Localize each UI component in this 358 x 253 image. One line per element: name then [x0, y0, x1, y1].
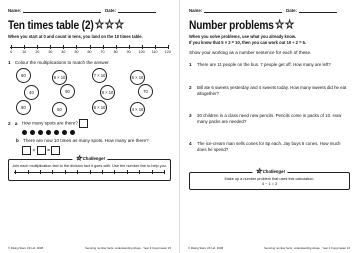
number-line-label: 100 — [138, 50, 145, 55]
answer-circle[interactable]: 70 — [138, 84, 153, 99]
number-line-label: 60 — [87, 50, 92, 55]
question-list — [189, 62, 350, 162]
footer: © Rising Stars UK Ltd. 2008 Securing number facts, understanding shape · Year 2 Copymaster 15 — [8, 246, 171, 250]
number-line-tick — [28, 170, 29, 174]
answer-circle[interactable]: 5 × 10 — [130, 70, 145, 85]
number-line-label: 80 — [113, 50, 118, 55]
name-date-header — [8, 6, 171, 14]
star-icon: ★ — [75, 155, 82, 162]
number-line-tick — [63, 45, 64, 49]
answer-box[interactable] — [79, 119, 88, 128]
challenge-calculation: 4 − 1 = 3 — [262, 181, 277, 186]
answer-circle[interactable]: 80 — [16, 100, 31, 115]
name-label: Name: — [189, 7, 203, 13]
answer-circle[interactable]: 40 — [24, 85, 39, 100]
spot — [38, 130, 43, 135]
intro-text-2: If you know that 5 × 2 = 10, then you can work out 10 ÷ 2 = 5. — [189, 40, 307, 46]
name-date-header — [189, 6, 350, 14]
star-icon: ★ — [105, 18, 114, 31]
name-line — [23, 8, 101, 13]
worksheet-right — [179, 0, 358, 253]
question-text: There are 11 people on the bus. 7 people get off. How many are left? — [197, 62, 331, 68]
number-line-label: 0 — [10, 50, 13, 55]
number-line-label: 30 — [48, 50, 53, 55]
number-line-tick — [127, 170, 128, 174]
name-line — [204, 8, 282, 13]
intro-text: When you start at 0 and count in tens, you land on the 10 times table. — [8, 34, 143, 39]
number-line-tick — [155, 45, 156, 49]
spot — [30, 130, 35, 135]
date-line — [299, 8, 337, 13]
word-problem — [189, 85, 350, 96]
question-text: Bill ate 6 sweets yesterday and 4 sweets today. How many sweets did he eat altogether? — [197, 85, 347, 96]
question-2a: 2 a How many spots are there? — [8, 119, 171, 128]
number-line-tick — [50, 45, 51, 49]
number-line-tick — [129, 45, 130, 49]
number-line-label: 110 — [151, 50, 158, 55]
word-problem — [189, 113, 350, 124]
number-line-tick — [65, 170, 66, 174]
intro-text-1: When you solve problems, use what you already know. — [189, 34, 296, 39]
question-1: 1 Colour the multiplications to match the answer. — [8, 60, 110, 66]
date-line — [118, 8, 156, 13]
answer-box[interactable] — [22, 146, 31, 155]
working-space[interactable] — [189, 124, 350, 134]
multiplication-sentence: × = — [22, 146, 171, 155]
answer-circle[interactable]: 6 × 10 — [92, 100, 107, 115]
spots-row — [22, 130, 171, 135]
number-line-tick — [11, 45, 12, 49]
question-number: 3 — [189, 113, 192, 118]
number-line-tick — [116, 45, 117, 49]
number-line — [8, 43, 171, 57]
number-line-tick — [152, 170, 153, 174]
page-title: Ten times table (2) ★ ★ ★ — [8, 18, 124, 32]
star-icon: ★ — [255, 169, 262, 175]
challenge-text: Make up a number problem that uses this calculation. — [224, 177, 315, 181]
question-number: 4 — [189, 141, 192, 146]
spot — [62, 130, 67, 135]
number-line-tick — [76, 45, 77, 49]
number-line-tick — [168, 45, 169, 49]
word-problem — [189, 141, 350, 152]
number-line-tick — [52, 170, 53, 174]
working-space[interactable] — [189, 152, 350, 162]
challenge-number-line — [12, 168, 167, 178]
number-line-label: 90 — [126, 50, 131, 55]
spot — [54, 130, 59, 135]
number-line-tick — [103, 45, 104, 49]
answer-circle[interactable]: 8 × 10 — [100, 85, 115, 100]
circles-grid — [8, 66, 171, 116]
number-line-tick — [102, 170, 103, 174]
star-icon: ★ — [95, 18, 104, 31]
name-label: Name: — [8, 7, 22, 13]
working-space[interactable] — [189, 68, 350, 78]
number-line-tick — [139, 170, 140, 174]
answer-circle[interactable]: 4 × 10 — [130, 102, 145, 117]
number-line-tick — [15, 170, 16, 174]
instruction-text: Show your working as a number sentence for each of these. — [189, 49, 312, 55]
answer-circle[interactable]: 60 — [16, 68, 31, 83]
answer-box[interactable] — [51, 146, 60, 155]
number-line-label: 50 — [74, 50, 79, 55]
word-problem — [189, 62, 350, 68]
spot — [22, 130, 27, 135]
star-icon: ★ — [275, 18, 284, 31]
answer-circle[interactable]: 9 × 10 — [52, 70, 67, 85]
star-icon: ★ — [285, 18, 294, 31]
challenge-title: ★ Challenge! — [72, 156, 107, 162]
question-number: 1 — [189, 62, 192, 68]
number-line-label: 10 — [22, 50, 27, 55]
challenge-title: ★ Challenge! — [252, 169, 287, 175]
date-label: Date: — [286, 7, 297, 13]
challenge-box — [189, 169, 350, 190]
question-text: The ice-cream man sells cones for 5p each. Jay buys 6 cones. How much does he spend? — [197, 141, 341, 152]
number-line-tick — [40, 170, 41, 174]
date-label: Date: — [105, 7, 116, 13]
spot — [46, 130, 51, 135]
page-title: Number problems ★ ★ — [189, 18, 294, 32]
challenge-box — [8, 155, 171, 182]
question-2b: b There are now 10 times as many spots. How many are there? — [16, 138, 149, 143]
answer-box[interactable] — [37, 146, 46, 155]
number-line-label: 40 — [61, 50, 66, 55]
star-icon: ★ — [115, 18, 124, 31]
number-line-tick — [24, 45, 25, 49]
number-line-tick — [114, 170, 115, 174]
number-line-tick — [90, 170, 91, 174]
spot — [70, 130, 75, 135]
number-line-tick — [164, 170, 165, 174]
answer-circle[interactable]: 50 — [52, 102, 67, 117]
number-line-tick — [37, 45, 38, 49]
number-line-label: 120 — [164, 50, 171, 55]
number-line-label: 70 — [100, 50, 105, 55]
challenge-text: Join each multiplication fact to the division fact it goes with. Use the number line to help you. — [12, 163, 167, 168]
number-line-tick — [90, 45, 91, 49]
number-line-tick — [142, 45, 143, 49]
footer: © Rising Stars UK Ltd. 2008 Securing number facts, understanding shape · Year 2 Copymaster 16 — [188, 246, 350, 250]
answer-circle[interactable]: 90 — [60, 84, 75, 99]
question-number: 2 — [189, 85, 192, 90]
question-text: 30 children in a class need new pencils. Pencils come in packs of 10. How many packs are needed? — [197, 113, 342, 124]
number-line-label: 20 — [35, 50, 40, 55]
number-line-tick — [77, 170, 78, 174]
answer-circle[interactable]: 7 × 10 — [92, 68, 107, 83]
working-space[interactable] — [189, 96, 350, 106]
